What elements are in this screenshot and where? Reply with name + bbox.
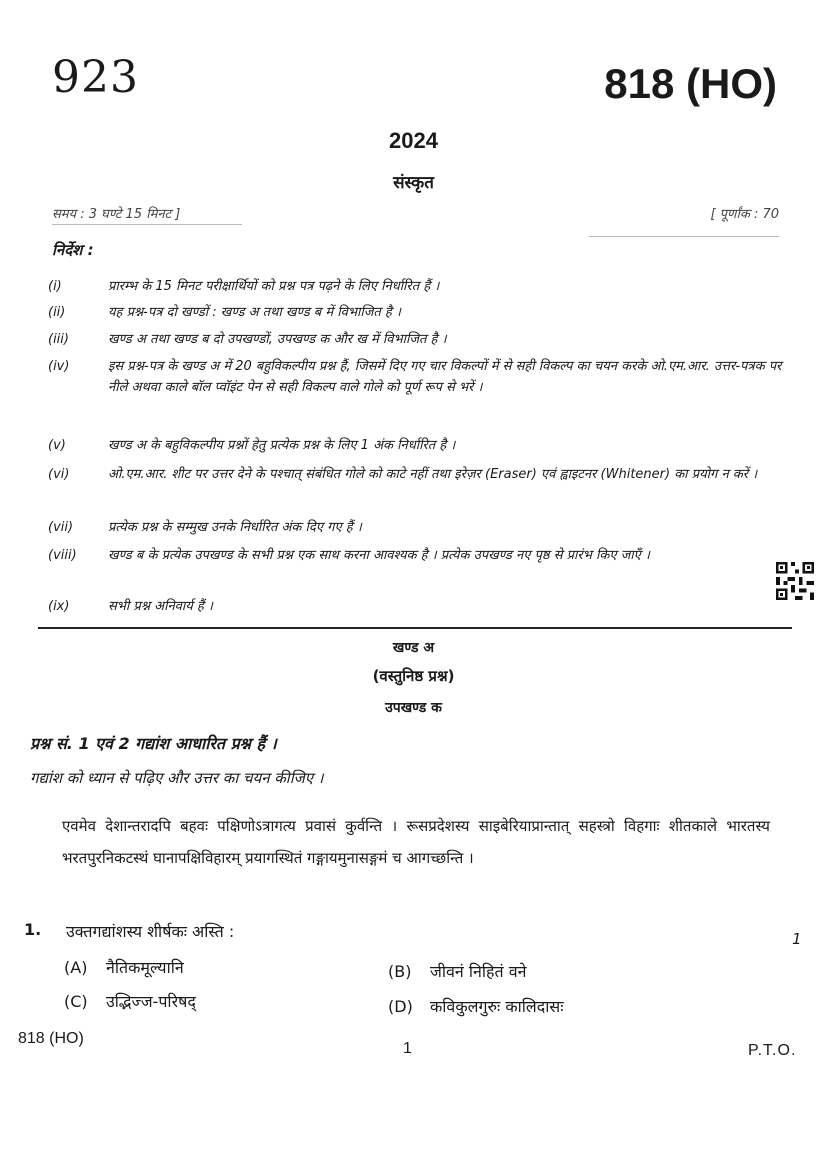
time-allowed: समय : 3 घण्टे 15 मिनट ] [52,207,181,222]
section-divider [38,627,792,629]
subsection-title: उपखण्ड क [385,700,442,716]
instruction-item [48,329,790,350]
option-d [388,995,563,1017]
instruction-number: (i) [48,279,62,294]
instruction-text: प्रारम्भ के 15 मिनट परीक्षार्थियों को प्रश्न पत्र पढ़ने के लिए निर्धारित हैं । [108,279,440,294]
instruction-number: (iv) [48,359,70,374]
instruction-item [48,435,790,456]
option-text: जीवनं निहितं वने [430,962,527,981]
option-a [64,956,184,978]
max-marks: [ पूर्णांक : 70 [710,207,779,222]
option-label: (B) [388,962,412,981]
instruction-item [48,464,790,485]
option-text: नैतिकमूल्यानि [106,958,184,977]
question-number: 1. [24,920,42,939]
qr-code-icon [776,562,814,600]
instruction-text: खण्ड अ के बहुविकल्पीय प्रश्नों हेतु प्रत्येक प्रश्न के लिए 1 अंक निर्धारित है । [108,438,456,453]
please-turn-over: P.T.O. [748,1042,797,1059]
instruction-number: (vii) [48,520,74,535]
instruction-text: ओ.एम.आर. शीट पर उत्तर देने के पश्चात् संबंधित गोले को काटे नहीं तथा इरेज़र (Eraser) एवं ह्वाइटनर (Whitener) का प्रयोग न करें । [108,467,758,482]
instruction-number: (ix) [48,599,70,614]
exam-year: 2024 [389,128,438,153]
subject-title: संस्कृत [393,173,434,193]
option-text: कविकुलगुरुः कालिदासः [430,997,564,1016]
instruction-text: प्रत्येक प्रश्न के सम्मुख उनके निर्धारित अंक दिए गए हैं । [108,520,362,535]
question-text: उक्तगद्यांशस्य शीर्षकः अस्ति : [66,922,235,941]
option-label: (C) [64,992,88,1011]
instruction-text: यह प्रश्न-पत्र दो खण्डों : खण्ड अ तथा खण्ड ब में विभाजित है । [108,305,401,320]
instruction-text: खण्ड ब के प्रत्येक उपखण्ड के सभी प्रश्न एक साथ करना आवश्यक है । प्रत्येक उपखण्ड नए पृष्ठ से प्रारंभ किए जाएँ । [108,548,650,563]
instruction-text: सभी प्रश्न अनिवार्य हैं । [108,599,213,614]
section-title: खण्ड अ [392,640,435,656]
option-label: (A) [64,958,88,977]
instructions-heading: निर्देश : [52,241,94,259]
option-c [64,990,196,1012]
page-number: 1 [403,1040,412,1057]
instruction-item [48,302,790,323]
instruction-item [48,517,790,538]
time-underline [52,224,242,225]
instruction-number: (ii) [48,305,66,320]
instruction-text: इस प्रश्न-पत्र के खण्ड अ में 20 बहुविकल्पीय प्रश्न हैं, जिसमें दिए गए चार विकल्पों में से सही विकल्प का चयन करके ओ.एम.आर. उत्तर-पत्रक पर नीले अथवा काले बॉल प्वॉइंट पेन से सही विकल्प वाले गोले को पूर्ण रूप से भरें । [108,359,782,395]
instruction-number: (v) [48,438,66,453]
instruction-item [48,276,790,297]
option-text: उद्भिज्ज-परिषद् [106,992,196,1011]
instruction-item [48,356,790,398]
question-marks: 1 [792,930,802,948]
footer-paper-code: 818 (HO) [18,1030,84,1047]
instruction-item [48,545,760,566]
objective-label: (वस्तुनिष्ठ प्रश्न) [372,667,455,685]
handwritten-number: 923 [52,52,139,103]
instruction-item [48,596,790,617]
instruction-text: खण्ड अ तथा खण्ड ब दो उपखण्डों, उपखण्ड क और ख में विभाजित है । [108,332,447,347]
instruction-number: (iii) [48,332,69,347]
marks-underline [589,236,779,237]
paper-code: 818 (HO) [604,60,777,107]
instruction-number: (viii) [48,548,77,563]
passage-note: गद्यांश को ध्यान से पढ़िए और उत्तर का चयन कीजिए । [30,769,324,787]
questions-note: प्रश्न सं. 1 एवं 2 गद्यांश आधारित प्रश्न हैं । [30,734,277,753]
passage-text: एवमेव देशान्तरादपि बहवः पक्षिणोऽत्रागत्य प्रवासं कुर्वन्ति । रूसप्रदेशस्य साइबेरियाप्रान्तात् सहस्त्रो विहगाः शीतकाले भारतस्य भरतपुरनिकटस्थं घानापक्षिविहारम् प्रयागस्थितं गङ्गायमुनासङ्गमं च आगच्छन्ति । [62,817,770,867]
option-b [388,960,527,982]
instruction-number: (vi) [48,467,70,482]
option-label: (D) [388,997,413,1016]
